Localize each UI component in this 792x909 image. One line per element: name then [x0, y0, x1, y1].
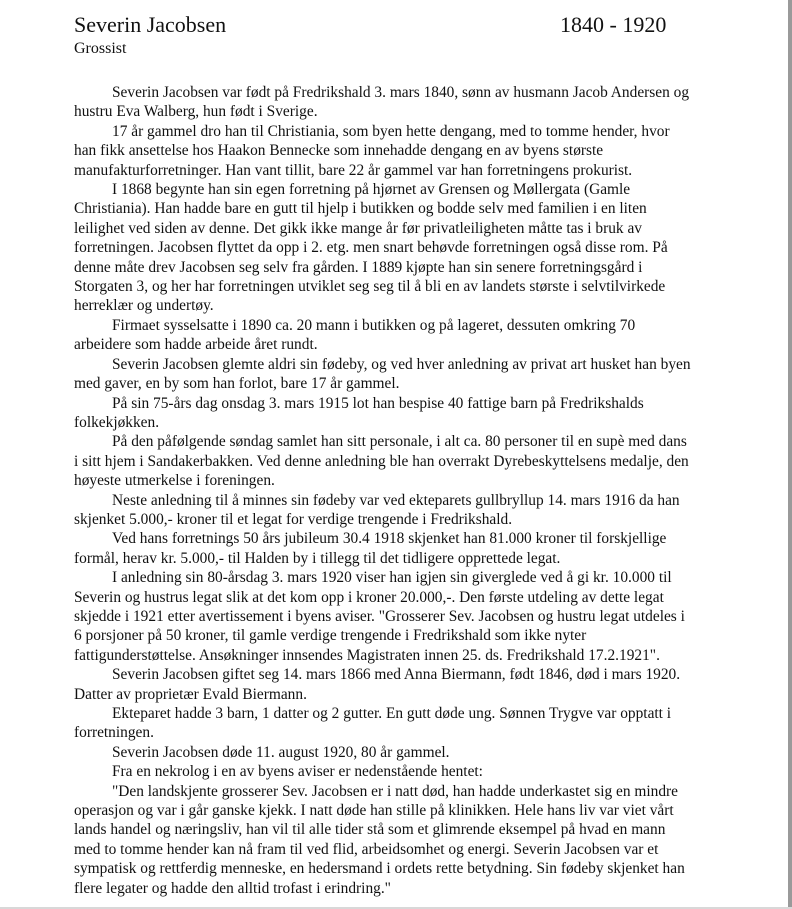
text-line: Neste anledning til å minnes sin fødeby var ved ekteparets gullbryllup 14. mars 1916 da han	[112, 491, 680, 509]
text-line: hustru Eva Walberg, hun født i Sverige.	[74, 103, 318, 121]
text-line: fattigunderstøttelse. Ansøkninger innsendes Magistraten innen 25. ds. Fredrikshald 17.2.1921".	[74, 646, 660, 664]
text-line: flere legater og hadde den alltid trofast i erindring."	[74, 879, 391, 897]
text-line: Ekteparet hadde 3 barn, 1 datter og 2 gutter. En gutt døde ung. Sønnen Trygve var opptatt i	[112, 705, 672, 722]
text-line: manufakturforretninger. Han vant tillit, bare 22 år gammel var han forretningens prokurist.	[74, 161, 633, 179]
text-line: Firmaet sysselsatte i 1890 ca. 20 mann i butikken og på lageret, dessuten omkring 70	[112, 316, 636, 334]
text-line: formål, herav kr. 5.000,- til Halden by i tillegg til det tidligere opprettede legat.	[74, 549, 561, 567]
text-line: forretningen.	[74, 724, 154, 742]
text-line: herreklær og undertøy.	[74, 297, 214, 315]
text-line: Severin og hustrus legat slik at det kom opp i kroner 20.000,-. Den første utdeling av dette legat	[74, 588, 664, 606]
text-line: operasjon og var i går ganske kjekk. I natt døde han stille på klinikken. Hele hans liv var viet vårt	[74, 802, 674, 820]
text-line: På sin 75-års dag onsdag 3. mars 1915 lot han bespise 40 fattige barn på Fredrikshalds	[112, 394, 644, 412]
life-years: 1840 - 1920	[560, 12, 667, 37]
document-header	[74, 11, 714, 59]
text-line: I anledning sin 80-årsdag 3. mars 1920 viser han igjen sin giverglede ved å gi kr. 10.000 til	[112, 569, 672, 587]
text-line: arbeidere som hadde arbeide året rundt.	[74, 336, 318, 354]
text-line: I 1868 begynte han sin egen forretning på hjørnet av Grensen og Møllergata (Gamle	[112, 181, 631, 199]
text-line: Ved hans forretnings 50 års jubileum 30.4 1918 skjenket han 81.000 kroner til forskjellige	[112, 530, 667, 548]
text-line: 6 porsjoner på 50 kroner, til gamle verdige trengende i Fredrikshald som ikke nyter	[74, 627, 587, 645]
text-line: Severin Jacobsen var født på Fredrikshald 3. mars 1840, sønn av husmann Jacob Andersen og	[112, 84, 690, 101]
text-line: folkekjøkken.	[74, 413, 160, 431]
text-line: i sitt hjem i Sandakerbakken. Ved denne anledning ble han overrakt Dyrebeskyttelsens medalje, den	[74, 452, 689, 470]
biography-text	[74, 83, 726, 898]
text-line: lands handel og næringsliv, han vil til alle tider stå som et glimrende eksempel på hvad en mann	[74, 821, 666, 839]
text-line: denne måte drev Jacobsen seg selv fra gården. I 1889 kjøpte han sin senere forretningsgård i	[74, 258, 643, 276]
text-line: Datter av proprietær Evald Biermann.	[74, 685, 307, 703]
text-line: sympatisk og rettferdig menneske, en hedersmand i ordets rette betydning. Sin fødeby skjenket han	[74, 860, 685, 878]
text-line: Christiania). Han hadde bare en gutt til hjelp i butikken og bodde selv med familien i en liten	[74, 200, 647, 218]
text-line: Storgaten 3, og her har forretningen utviklet seg seg til å bli en av landets største i selvtilvirkede	[74, 278, 666, 296]
person-name: Severin Jacobsen	[74, 12, 227, 37]
text-line: skjedde i 1921 etter avertissement i byens aviser. "Grosserer Sev. Jacobsen og hustru legat utdeles i	[74, 607, 685, 625]
text-line: "Den landskjente grosserer Sev. Jacobsen er i natt død, han hadde underkastet sig en mindre	[112, 782, 679, 800]
text-line: med gaver, en by som han forlot, bare 17 år gammel.	[74, 375, 400, 393]
text-line: På den påfølgende søndag samlet han sitt personale, i alt ca. 80 personer til en supè med dans	[112, 433, 687, 451]
text-line: 17 år gammel dro han til Christiania, som byen hette dengang, med to tomme hender, hvor	[112, 122, 670, 140]
text-line: forretningen. Jacobsen flyttet da opp i 2. etg. men snart behøvde forretningen også disse rom. På	[74, 239, 668, 257]
text-line: Fra en nekrolog i en av byens aviser er nedenstående hentet:	[112, 763, 483, 781]
text-line: leilighet ved siden av denne. Det gikk ikke mange år før privatleiligheten måtte tas i bruk av	[74, 219, 642, 237]
text-line: skjenket 5.000,- kroner til et legat for verdige trengende i Fredrikshald.	[74, 510, 513, 528]
text-line: høyeste utmerkelse i foreningen.	[74, 472, 275, 490]
occupation: Grossist	[74, 40, 127, 57]
text-line: han fikk ansettelse hos Haakon Bennecke som innehadde dengang en av byens største	[74, 142, 604, 160]
page-edge-right	[788, 0, 792, 909]
text-line: Severin Jacobsen glemte aldri sin fødeby, og ved hver anledning av privat art husket han byen	[112, 355, 691, 373]
text-line: Severin Jacobsen døde 11. august 1920, 80 år gammel.	[112, 743, 450, 761]
text-line: Severin Jacobsen giftet seg 14. mars 1866 med Anna Biermann, født 1846, død i mars 1920.	[112, 666, 681, 684]
text-line: med to tomme hender kan nå fram til ved flid, arbeidsomhet og energi. Severin Jacobsen var et	[74, 840, 659, 858]
